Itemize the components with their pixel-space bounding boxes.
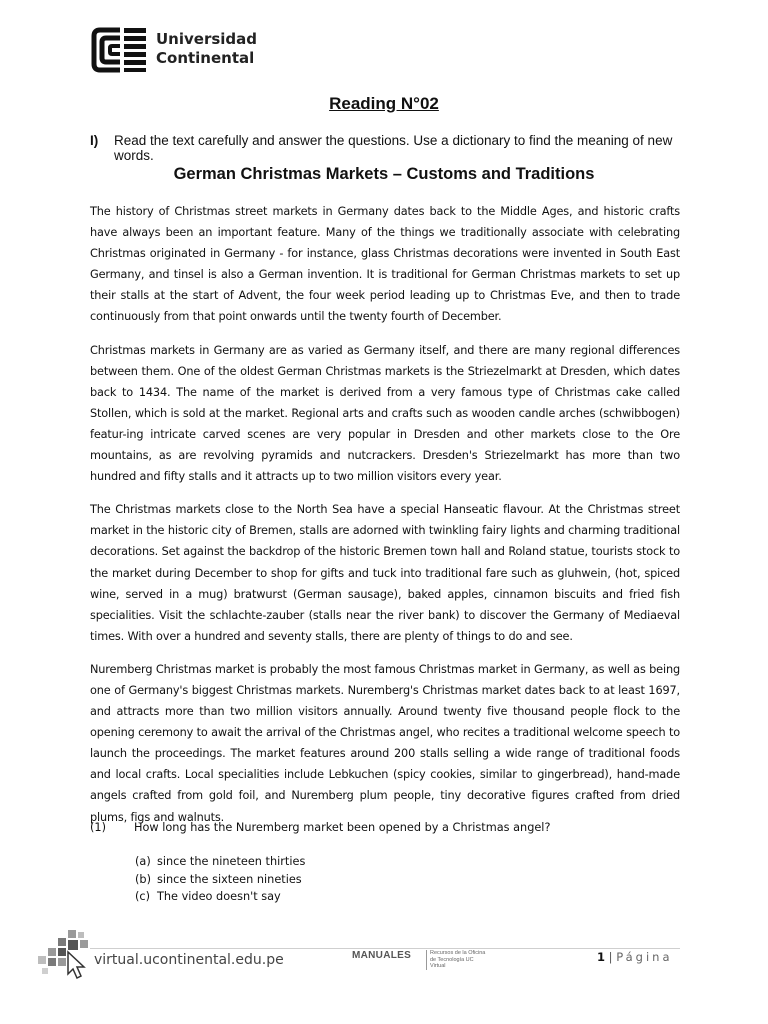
option-b <box>135 871 305 889</box>
option-label: (c) <box>135 890 151 903</box>
brand-subtitle: Recursos de la Oficina de Tecnología UC Virtual <box>426 950 490 970</box>
option-text: The video doesn't say <box>157 890 281 903</box>
logo-mark-icon <box>90 26 148 74</box>
question-number: (1) <box>90 821 107 834</box>
page-separator: | <box>608 950 613 964</box>
question-text: How long has the Nuremberg market been opened by a Christmas angel? <box>134 821 551 834</box>
logo-line-1: Universidad <box>156 30 258 48</box>
instruction <box>90 133 680 163</box>
instruction-number: I) <box>90 133 99 148</box>
option-label: (a) <box>135 855 151 868</box>
page-word: Página <box>616 950 673 964</box>
paragraph: The history of Christmas street markets in Germany dates back to the Middle Ages, and historic crafts have always been an important feature. Many of the things we traditionally associate with celebrating Christmas originated in Germany - for instance, glass Christmas decorations were invented in South East Germany, and tinsel is also a German invention. It is traditional for German Christmas markets to set up their stalls at the start of Advent, the four week period leading up to Christmas Eve, and then to trade continuously from that point onwards until the twenty fourth of December. <box>90 205 680 324</box>
paragraph: Christmas markets in Germany are as varied as Germany itself, and there are many regional differences between them. One of the oldest German Christmas markets is the Striezelmarkt at Dresden, which dates back to 1434. The name of the market is derived from a very famous type of Christmas cake called Stollen, which is sold at the market. Regional arts and crafts such as wooden candle arches (schwibbogen) featur-ing intricate carved scenes are very popular in Dresden and other markets close to the Ore mountains, as are revolving pyramids and nutcrackers. Dresden's Striezelmarkt has more than two hundred and fifty stalls and it attracts up to two million visitors every year. <box>90 343 680 484</box>
page-number-value: 1 <box>597 950 606 964</box>
paragraph: The Christmas markets close to the North Sea have a special Hanseatic flavour. At the Christmas street market in the historic city of Bremen, stalls are adorned with twinkling fairy lights and charming traditional decorations. Set against the backdrop of the historic Bremen town hall and Roland statue, tourists stock to the market during December to shop for gifts and tuck into traditional fare such as gluhwein, (hot, spiced wine, served in a mug) bratwurst (German sausage), baked apples, cinnamon biscuits and fried fish specialities. Visit the schlachte-zauber (stalls near the river bank) to discover the Germany of Mediaeval times. With over a hundred and seventy stalls, there are plenty of things to do and see. <box>90 503 680 643</box>
option-c <box>135 888 305 906</box>
option-text: since the sixteen nineties <box>157 872 302 886</box>
manuales-brand <box>352 950 486 972</box>
reading-body <box>90 201 680 840</box>
answer-options <box>135 853 305 906</box>
option-text: since the nineteen thirties <box>157 855 306 868</box>
logo-text <box>156 30 257 68</box>
option-label: (b) <box>135 872 151 886</box>
logo-line-2: Continental <box>156 49 255 67</box>
footer-divider <box>90 948 680 949</box>
page-title: Reading N°02 <box>329 94 439 113</box>
pixel-cursor-icon <box>38 930 94 980</box>
paragraph: Nuremberg Christmas market is probably the most famous Christmas market in Germany, as well as being one of Germany's biggest Christmas markets. Nuremberg's Christmas market dates back to at least 1697, and attracts more than two million visitors annually. Around twenty five thousand people flock to the opening ceremony to await the arrival of the Christmas angel, who recites a traditional welcome speech to launch the proceedings. The market features around 200 stalls selling a wide range of traditional foods and local crafts. Local specialities include Lebkuchen (spicy cookies, similar to gingerbread), hand-made angels crafted from gold foil, and Nuremberg plum people, tiny decorative figures crafted from dried plums, figs and walnuts. <box>90 662 680 824</box>
reading-subtitle: German Christmas Markets – Customs and Traditions <box>173 165 595 183</box>
instruction-text: Read the text carefully and answer the questions. Use a dictionary to find the meaning of new words. <box>114 133 673 163</box>
brand-name: MANUALES <box>352 950 412 961</box>
option-a <box>135 853 305 871</box>
page-number <box>597 950 673 964</box>
footer-url[interactable]: virtual.ucontinental.edu.pe <box>94 952 284 968</box>
university-logo <box>90 26 258 76</box>
